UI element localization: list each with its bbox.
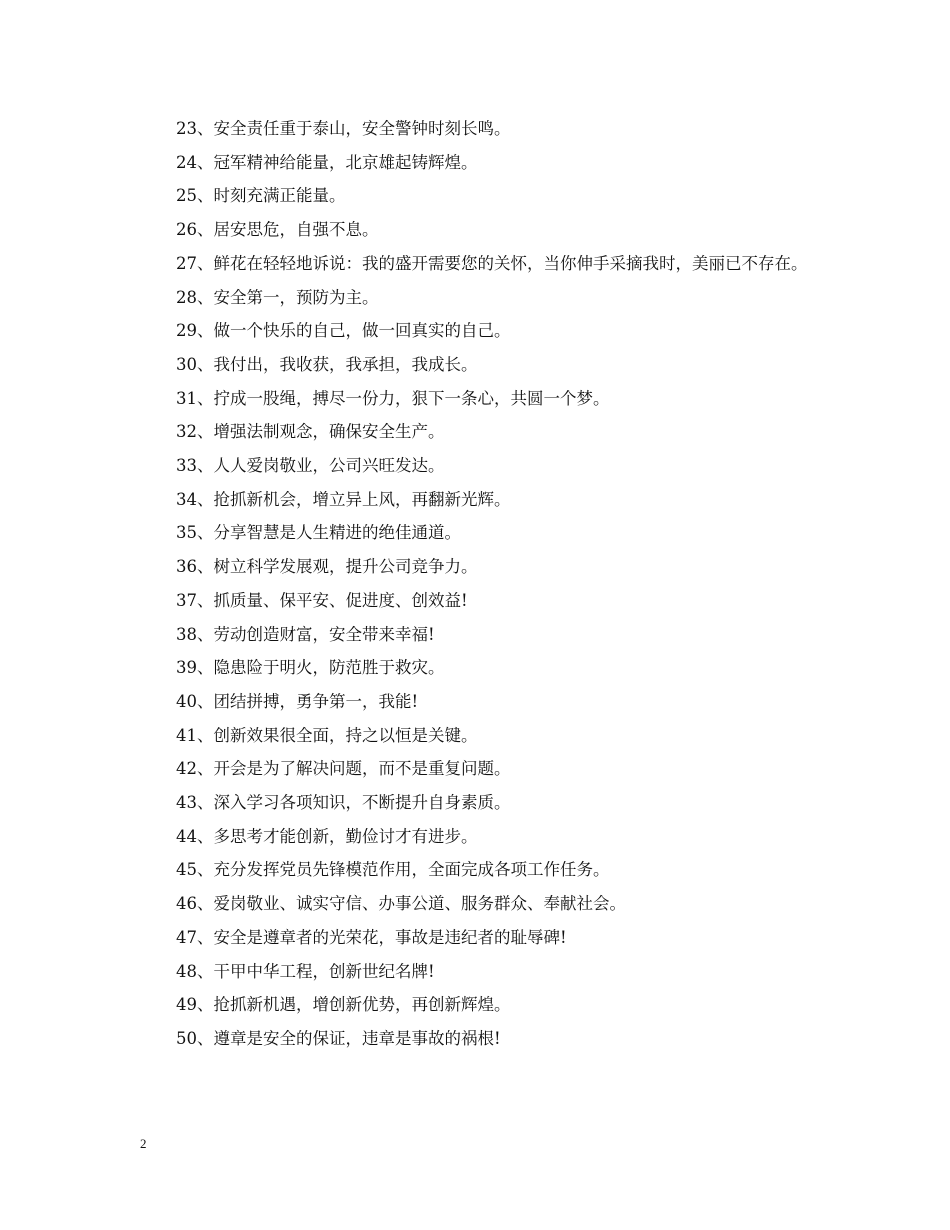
list-item: 31、拧成一股绳，搏尽一份力，狠下一条心，共圆一个梦。 <box>176 388 610 408</box>
list-item: 47、安全是遵章者的光荣花，事故是违纪者的耻辱碑! <box>176 927 567 947</box>
list-item: 26、居安思危，自强不息。 <box>176 220 379 240</box>
list-item: 28、安全第一，预防为主。 <box>176 287 379 307</box>
list-item: 23、安全责任重于泰山，安全警钟时刻长鸣。 <box>176 119 511 138</box>
list-item: 43、深入学习各项知识，不断提升自身素质。 <box>176 793 511 813</box>
page-number: 2 <box>140 1136 147 1151</box>
list-item: 36、树立科学发展观，提升公司竞争力。 <box>176 557 478 577</box>
list-item: 25、时刻充满正能量。 <box>176 186 346 206</box>
list-item: 40、团结拼搏，勇争第一，我能! <box>176 691 419 711</box>
list-item: 42、开会是为了解决问题，而不是重复问题。 <box>176 759 511 779</box>
list-item: 34、抢抓新机会，增立异上风，再翻新光辉。 <box>176 489 511 509</box>
list-item: 45、充分发挥党员先锋模范作用，全面完成各项工作任务。 <box>176 860 610 880</box>
document-body <box>140 112 820 1056</box>
list-item: 32、增强法制观念，确保安全生产。 <box>176 422 445 442</box>
list-item: 50、遵章是安全的保证，违章是事故的祸根! <box>176 1028 501 1048</box>
list-item: 48、干甲中华工程，创新世纪名牌! <box>176 961 435 981</box>
list-item: 46、爱岗敬业、诚实守信、办事公道、服务群众、奉献社会。 <box>176 894 626 914</box>
list-item: 39、隐患险于明火，防范胜于救灾。 <box>176 658 445 678</box>
list-item: 30、我付出，我收获，我承担，我成长。 <box>176 354 478 374</box>
list-item: 44、多思考才能创新，勤俭讨才有进步。 <box>176 826 478 846</box>
list-item: 37、抓质量、保平安、促进度、创效益! <box>176 590 468 610</box>
list-item: 29、做一个快乐的自己，做一回真实的自己。 <box>176 321 511 341</box>
list-item: 33、人人爱岗敬业，公司兴旺发达。 <box>176 456 445 476</box>
list-item: 35、分享智慧是人生精进的绝佳通道。 <box>176 523 461 543</box>
list-item: 49、抢抓新机遇，增创新优势，再创新辉煌。 <box>176 995 511 1015</box>
list-item: 27、鲜花在轻轻地诉说：我的盛开需要您的关怀，当你伸手采摘我时，美丽已不存在。 <box>176 253 808 273</box>
list-item: 24、冠军精神给能量，北京雄起铸辉煌。 <box>176 152 478 172</box>
list-item: 41、创新效果很全面，持之以恒是关键。 <box>176 725 478 745</box>
list-item: 38、劳动创造财富，安全带来幸福! <box>176 624 435 644</box>
